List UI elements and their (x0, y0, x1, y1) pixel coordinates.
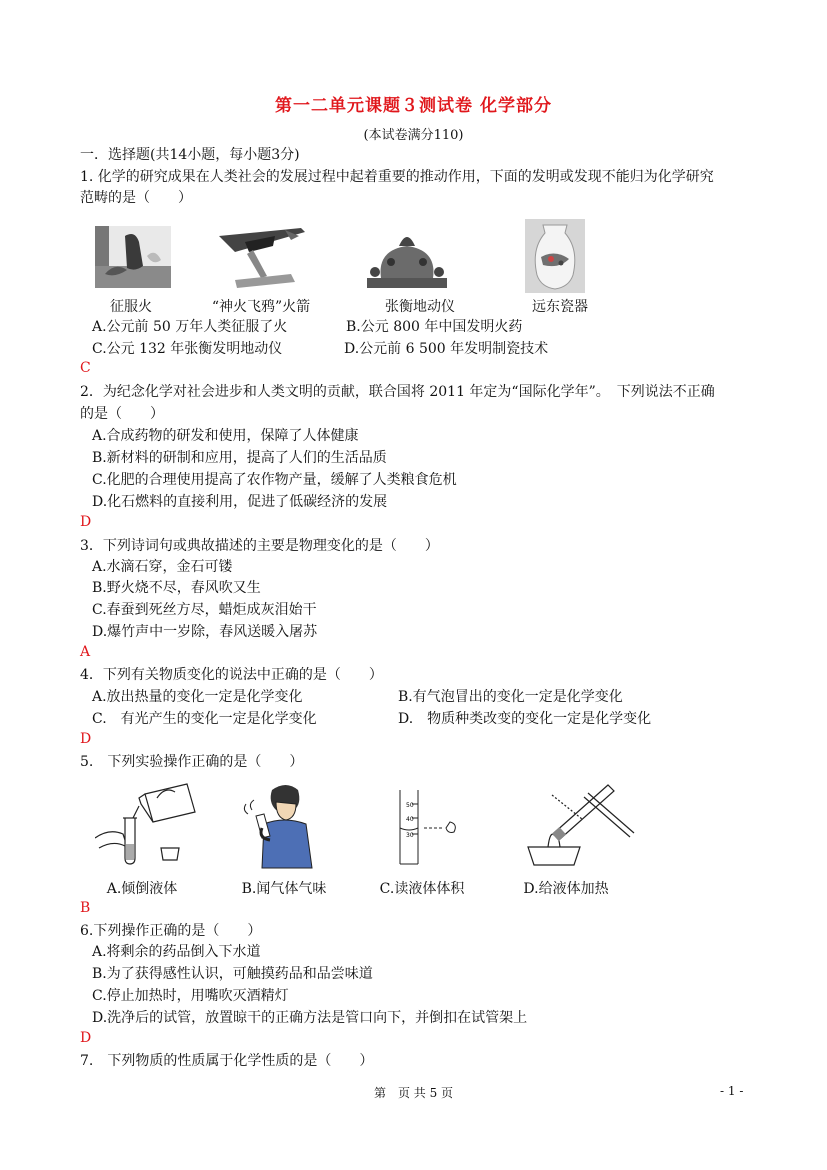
q5-reading-volume-figure (388, 788, 466, 868)
q1-caption-seismograph: 张衡地动仪 (385, 299, 455, 315)
q5-pouring-liquid-figure (95, 778, 200, 870)
q1-caption-rocket: “神火飞鸦”火箭 (211, 299, 311, 315)
q2-option-a: A.合成药物的研发和使用，保障了人体健康 (92, 428, 359, 444)
section-heading: 一．选择题(共14小题，每小题3分) (80, 147, 300, 163)
q1-stem-line1: 1. 化学的研究成果在人类社会的发展过程中起着重要的推动作用，下面的发明或发现不能归为化学研究 (80, 169, 714, 185)
cylinder-mark-30: 30 (406, 832, 414, 839)
q1-fire-picture (95, 226, 171, 288)
q7-stem: 7. 下列物质的性质属于化学性质的是（ ） (80, 1053, 374, 1069)
page-footer: 第 页 共 5 页 (373, 1086, 454, 1100)
q6-option-c: C.停止加热时，用嘴吹灭酒精灯 (92, 988, 289, 1004)
q2-answer: D (80, 514, 92, 530)
q3-answer: A (80, 644, 91, 660)
q4-option-d: D. 物质种类改变的变化一定是化学变化 (398, 711, 652, 727)
q1-porcelain-vase-picture (525, 219, 585, 293)
q5-caption-c: C.读液体体积 (379, 881, 465, 897)
q6-option-d: D.洗净后的试管，放置晾干的正确方法是管口向下，并倒扣在试管架上 (92, 1010, 528, 1026)
q4-option-b: B.有气泡冒出的变化一定是化学变化 (398, 689, 623, 705)
q1-option-b: B.公元 800 年中国发明火药 (346, 319, 523, 335)
q2-stem-line1: 2．为纪念化学对社会进步和人类文明的贡献，联合国将 2011 年定为“国际化学年”。 下列说法不正确 (80, 384, 715, 400)
q3-option-d: D.爆竹声中一岁除，春风送暖入屠苏 (92, 624, 318, 640)
q1-rocket-picture (215, 224, 310, 292)
q4-option-c: C. 有光产生的变化一定是化学变化 (92, 711, 317, 727)
q6-option-b: B.为了获得感性认识，可触摸药品和品尝味道 (92, 966, 373, 982)
q1-option-d: D.公元前 6 500 年发明制瓷技术 (344, 341, 549, 357)
q2-option-c: C.化肥的合理使用提高了农作物产量，缓解了人类粮食危机 (92, 472, 457, 488)
page-title: 第一二单元课题３测试卷 化学部分 (275, 96, 552, 116)
q4-stem: 4．下列有关物质变化的说法中正确的是（ ） (80, 667, 383, 683)
q1-caption-fire: 征服火 (110, 299, 152, 315)
q4-answer: D (80, 731, 92, 747)
q5-heating-liquid-figure (518, 775, 636, 867)
q5-caption-b: B.闻气体气味 (241, 881, 327, 897)
page-subtitle: (本试卷满分110) (363, 128, 464, 143)
q1-caption-porcelain: 远东瓷器 (532, 299, 588, 315)
q6-answer: D (80, 1030, 92, 1046)
q2-stem-line2: 的是（ ） (80, 406, 164, 422)
q1-option-c: C.公元 132 年张衡发明地动仪 (92, 341, 283, 357)
q1-seismograph-picture (367, 222, 447, 290)
cylinder-mark-40: 40 (406, 816, 414, 823)
q2-option-b: B.新材料的研制和应用，提高了人们的生活品质 (92, 450, 387, 466)
q5-answer: B (80, 900, 91, 916)
q3-option-c: C.春蚕到死丝方尽，蜡炬成灰泪始干 (92, 602, 317, 618)
q3-option-b: B.野火烧不尽，春风吹又生 (92, 580, 261, 596)
q4-option-a: A.放出热量的变化一定是化学变化 (92, 689, 303, 705)
cylinder-mark-50: 50 (406, 802, 414, 809)
q5-stem: 5. 下列实验操作正确的是（ ） (80, 754, 304, 770)
q5-caption-d: D.给液体加热 (523, 881, 609, 897)
q3-stem: 3．下列诗词句或典故描述的主要是物理变化的是（ ） (80, 538, 439, 554)
q6-stem: 6.下列操作正确的是（ ） (80, 923, 262, 939)
q6-option-a: A.将剩余的药品倒入下水道 (92, 944, 261, 960)
page-number: - 1 - (720, 1084, 744, 1098)
q1-option-a: A.公元前 50 万年人类征服了火 (92, 319, 288, 335)
q5-caption-a: A.倾倒液体 (106, 881, 178, 897)
q1-answer: C (80, 360, 91, 376)
q1-stem-line2: 范畴的是（ ） (80, 190, 192, 206)
q2-option-d: D.化石燃料的直接利用，促进了低碳经济的发展 (92, 494, 388, 510)
q3-option-a: A.水滴石穿，金石可镂 (92, 559, 233, 575)
q5-smelling-gas-figure (240, 780, 320, 872)
